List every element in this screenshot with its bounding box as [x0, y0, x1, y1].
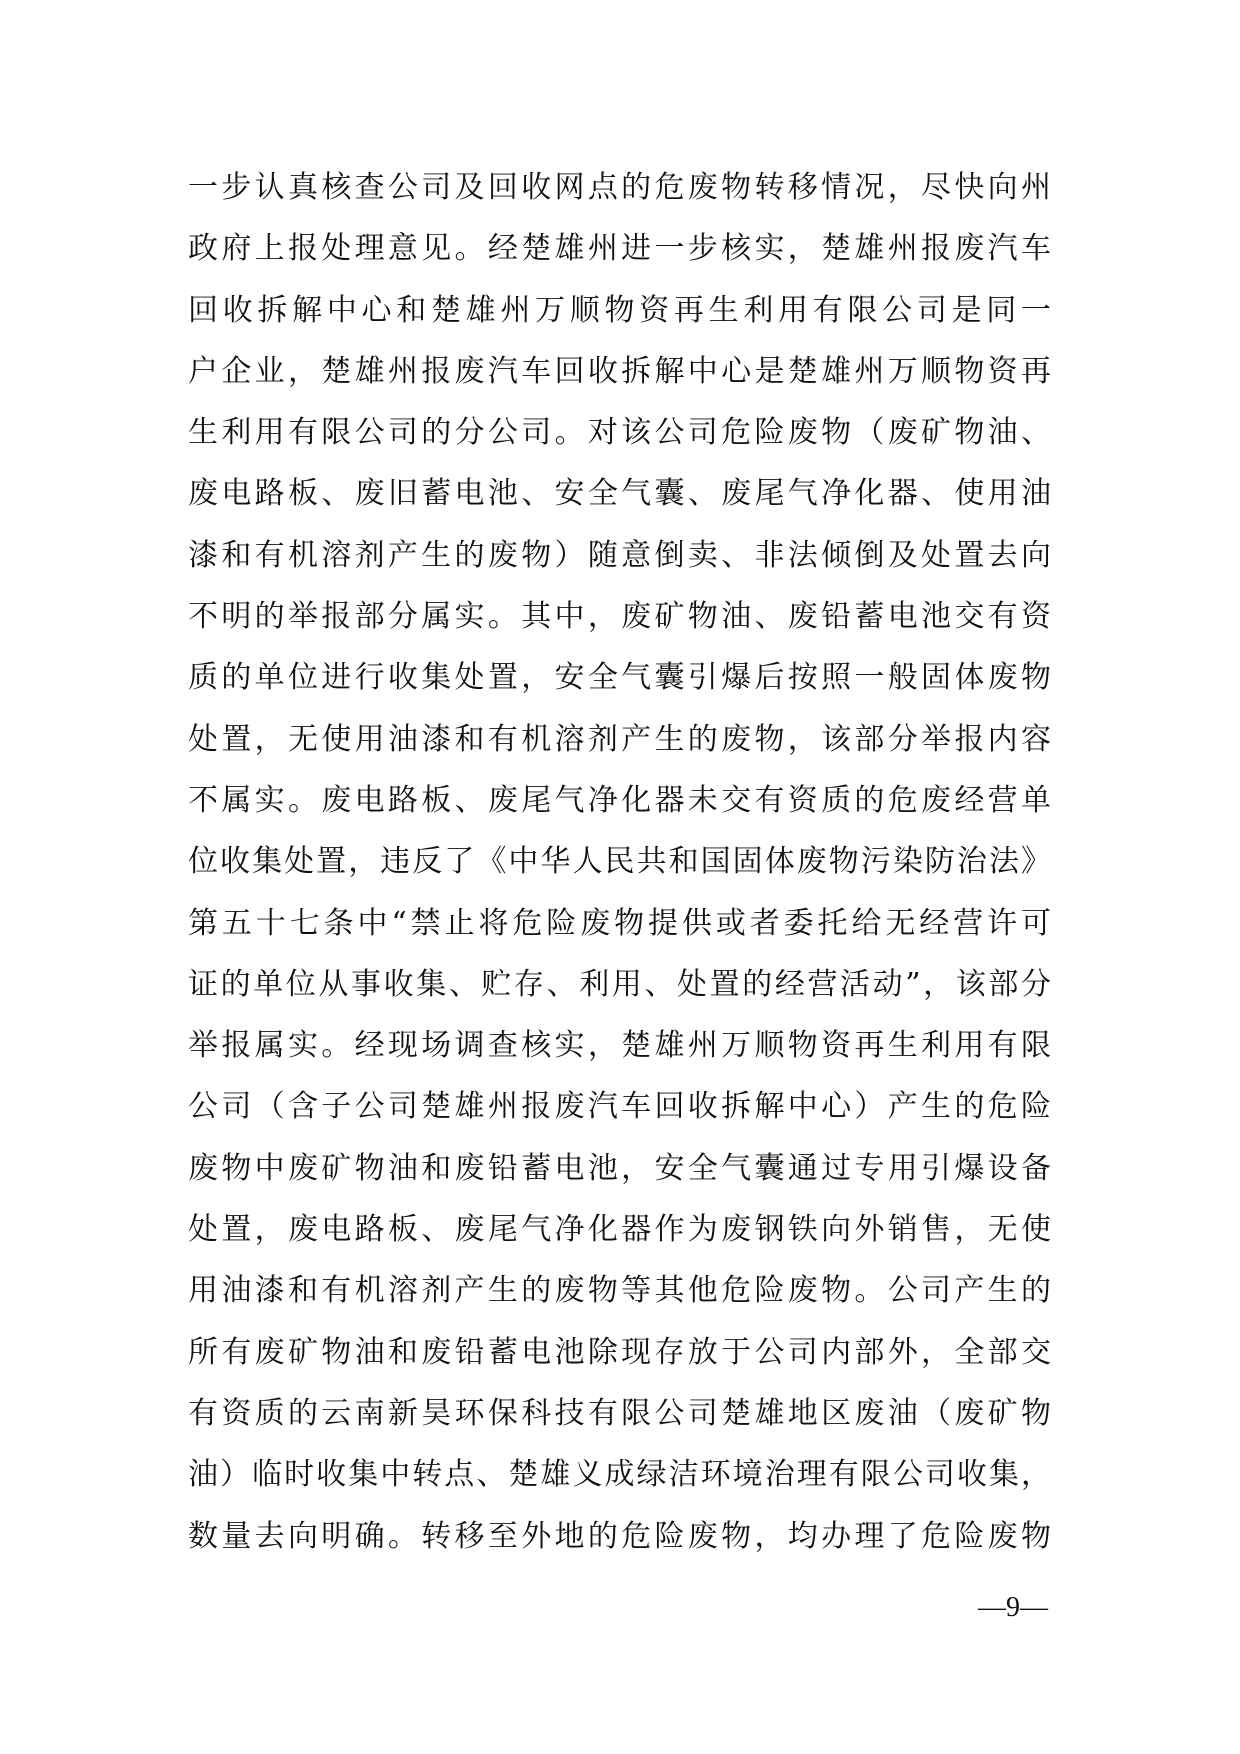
- text-line: 有资质的云南新昊环保科技有限公司楚雄地区废油（废矿物: [188, 1395, 1051, 1431]
- text-line: 漆和有机溶剂产生的废物）随意倒卖、非法倾倒及处置去向: [188, 537, 1051, 573]
- text-line: 废电路板、废旧蓄电池、安全气囊、废尾气净化器、使用油: [188, 476, 1051, 512]
- text-line: 回收拆解中心和楚雄州万顺物资再生利用有限公司是同一: [188, 292, 1051, 328]
- text-line: 数量去向明确。转移至外地的危险废物，均办理了危险废物: [188, 1518, 1051, 1554]
- text-line: 不明的举报部分属实。其中，废矿物油、废铅蓄电池交有资: [188, 599, 1051, 635]
- body-paragraph: [188, 157, 1051, 1567]
- text-line: 所有废矿物油和废铅蓄电池除现存放于公司内部外，全部交: [188, 1334, 1051, 1370]
- text-line: 户企业，楚雄州报废汽车回收拆解中心是楚雄州万顺物资再: [188, 353, 1051, 389]
- text-line: 废物中废矿物油和废铅蓄电池，安全气囊通过专用引爆设备: [188, 1150, 1051, 1186]
- text-line: 政府上报处理意见。经楚雄州进一步核实，楚雄州报废汽车: [188, 231, 1051, 267]
- text-line: 位收集处置，违反了《中华人民共和国固体废物污染防治法》: [188, 844, 1051, 880]
- text-line: 处置，废电路板、废尾气净化器作为废钢铁向外销售，无使: [188, 1212, 1051, 1248]
- text-line: 处置，无使用油漆和有机溶剂产生的废物，该部分举报内容: [188, 721, 1051, 757]
- text-line: 生利用有限公司的分公司。对该公司危险废物（废矿物油、: [188, 415, 1051, 451]
- page-number: —9—: [978, 1592, 1048, 1623]
- text-line: 举报属实。经现场调查核实，楚雄州万顺物资再生利用有限: [188, 1028, 1051, 1064]
- text-line: 一步认真核查公司及回收网点的危废物转移情况，尽快向州: [188, 170, 1051, 205]
- text-line: 不属实。废电路板、废尾气净化器未交有资质的危废经营单: [188, 782, 1051, 818]
- text-line: 油）临时收集中转点、楚雄义成绿洁环境治理有限公司收集，: [188, 1457, 1051, 1493]
- text-line: 质的单位进行收集处置，安全气囊引爆后按照一般固体废物: [188, 660, 1051, 696]
- text-line: 公司（含子公司楚雄州报废汽车回收拆解中心）产生的危险: [188, 1089, 1051, 1125]
- text-line: 证的单位从事收集、贮存、利用、处置的经营活动”，该部分: [188, 966, 1051, 1002]
- text-line: 用油漆和有机溶剂产生的废物等其他危险废物。公司产生的: [188, 1273, 1051, 1309]
- text-line: 第五十七条中“禁止将危险废物提供或者委托给无经营许可: [188, 905, 1051, 941]
